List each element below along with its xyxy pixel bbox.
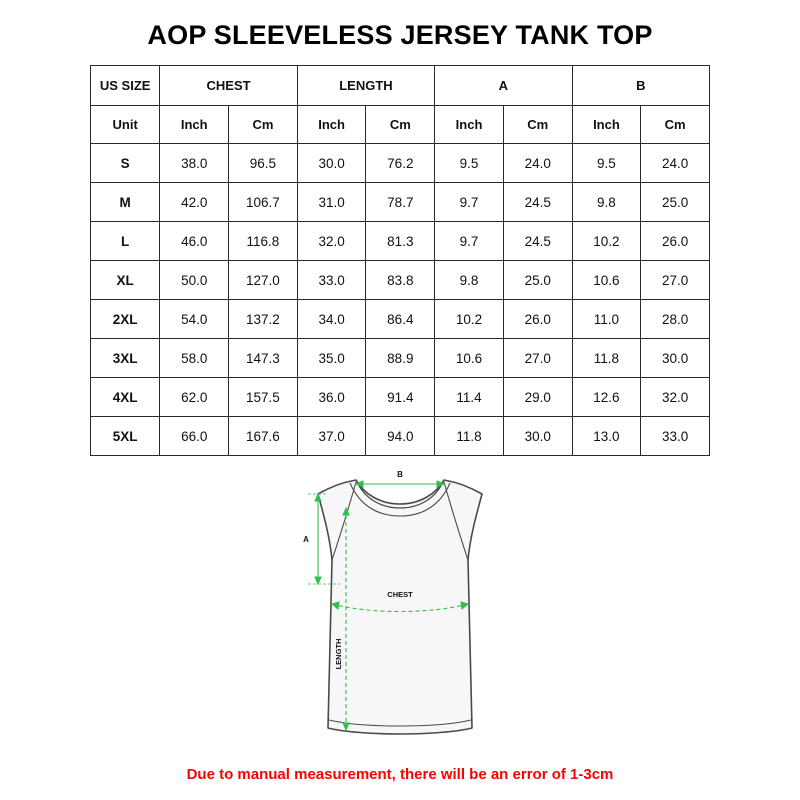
- cell-b-inch: 10.6: [572, 261, 641, 300]
- cell-length-inch: 30.0: [297, 144, 366, 183]
- label-b: B: [397, 470, 403, 479]
- cell-length-cm: 76.2: [366, 144, 435, 183]
- cell-chest-cm: 127.0: [229, 261, 298, 300]
- cell-size: L: [91, 222, 160, 261]
- cell-b-inch: 12.6: [572, 378, 641, 417]
- cell-length-inch: 36.0: [297, 378, 366, 417]
- cell-size: XL: [91, 261, 160, 300]
- cell-a-inch: 10.2: [435, 300, 504, 339]
- header-length-cm: Cm: [366, 106, 435, 144]
- cell-chest-inch: 54.0: [160, 300, 229, 339]
- size-table-container: [90, 65, 710, 456]
- cell-b-inch: 10.2: [572, 222, 641, 261]
- tank-top-illustration: [240, 464, 560, 764]
- cell-b-inch: 9.5: [572, 144, 641, 183]
- cell-chest-cm: 106.7: [229, 183, 298, 222]
- cell-length-inch: 32.0: [297, 222, 366, 261]
- table-row: [91, 417, 710, 456]
- measurement-disclaimer: Due to manual measurement, there will be an error of 1-3cm: [186, 766, 614, 783]
- label-length: LENGTH: [334, 638, 343, 670]
- cell-a-cm: 30.0: [503, 417, 572, 456]
- garment-diagram: [0, 464, 800, 764]
- cell-chest-inch: 58.0: [160, 339, 229, 378]
- cell-size: 4XL: [91, 378, 160, 417]
- cell-chest-inch: 66.0: [160, 417, 229, 456]
- table-row: [91, 261, 710, 300]
- label-chest: CHEST: [387, 590, 413, 599]
- cell-b-inch: 11.8: [572, 339, 641, 378]
- cell-b-cm: 32.0: [641, 378, 710, 417]
- cell-a-inch: 9.7: [435, 183, 504, 222]
- cell-size: 2XL: [91, 300, 160, 339]
- cell-a-inch: 11.8: [435, 417, 504, 456]
- cell-a-inch: 11.4: [435, 378, 504, 417]
- cell-length-cm: 86.4: [366, 300, 435, 339]
- cell-length-cm: 88.9: [366, 339, 435, 378]
- label-a: A: [303, 535, 309, 544]
- header-us-size: US SIZE: [91, 66, 160, 106]
- cell-chest-inch: 38.0: [160, 144, 229, 183]
- cell-chest-inch: 62.0: [160, 378, 229, 417]
- cell-length-cm: 94.0: [366, 417, 435, 456]
- cell-b-cm: 24.0: [641, 144, 710, 183]
- table-group-header-row: [91, 66, 710, 106]
- cell-size: 3XL: [91, 339, 160, 378]
- cell-a-cm: 29.0: [503, 378, 572, 417]
- cell-b-cm: 26.0: [641, 222, 710, 261]
- cell-b-cm: 28.0: [641, 300, 710, 339]
- cell-chest-inch: 50.0: [160, 261, 229, 300]
- cell-b-inch: 11.0: [572, 300, 641, 339]
- cell-b-cm: 30.0: [641, 339, 710, 378]
- table-row: [91, 183, 710, 222]
- table-unit-header-row: [91, 106, 710, 144]
- cell-a-cm: 24.5: [503, 183, 572, 222]
- cell-a-inch: 10.6: [435, 339, 504, 378]
- header-b: B: [572, 66, 709, 106]
- cell-b-inch: 13.0: [572, 417, 641, 456]
- cell-length-cm: 78.7: [366, 183, 435, 222]
- cell-length-cm: 91.4: [366, 378, 435, 417]
- cell-length-inch: 33.0: [297, 261, 366, 300]
- header-b-inch: Inch: [572, 106, 641, 144]
- header-a-cm: Cm: [503, 106, 572, 144]
- cell-a-inch: 9.8: [435, 261, 504, 300]
- cell-a-cm: 25.0: [503, 261, 572, 300]
- header-unit: Unit: [91, 106, 160, 144]
- header-chest-cm: Cm: [229, 106, 298, 144]
- cell-a-inch: 9.7: [435, 222, 504, 261]
- cell-size: M: [91, 183, 160, 222]
- cell-chest-inch: 42.0: [160, 183, 229, 222]
- cell-length-cm: 83.8: [366, 261, 435, 300]
- cell-a-cm: 24.5: [503, 222, 572, 261]
- cell-a-cm: 26.0: [503, 300, 572, 339]
- table-row: [91, 144, 710, 183]
- cell-b-inch: 9.8: [572, 183, 641, 222]
- cell-chest-cm: 157.5: [229, 378, 298, 417]
- page-title: AOP SLEEVELESS JERSEY TANK TOP: [147, 20, 653, 50]
- header-length-inch: Inch: [297, 106, 366, 144]
- cell-a-inch: 9.5: [435, 144, 504, 183]
- cell-length-cm: 81.3: [366, 222, 435, 261]
- garment-shape: [318, 480, 482, 734]
- cell-chest-cm: 167.6: [229, 417, 298, 456]
- header-chest: CHEST: [160, 66, 297, 106]
- header-chest-inch: Inch: [160, 106, 229, 144]
- cell-length-inch: 37.0: [297, 417, 366, 456]
- table-row: [91, 378, 710, 417]
- size-table: [90, 65, 710, 456]
- cell-b-cm: 33.0: [641, 417, 710, 456]
- header-length: LENGTH: [297, 66, 434, 106]
- header-b-cm: Cm: [641, 106, 710, 144]
- cell-a-cm: 27.0: [503, 339, 572, 378]
- table-row: [91, 300, 710, 339]
- header-a: A: [435, 66, 572, 106]
- cell-b-cm: 25.0: [641, 183, 710, 222]
- cell-length-inch: 31.0: [297, 183, 366, 222]
- cell-size: 5XL: [91, 417, 160, 456]
- cell-length-inch: 34.0: [297, 300, 366, 339]
- cell-b-cm: 27.0: [641, 261, 710, 300]
- cell-size: S: [91, 144, 160, 183]
- cell-chest-inch: 46.0: [160, 222, 229, 261]
- table-row: [91, 222, 710, 261]
- table-row: [91, 339, 710, 378]
- cell-chest-cm: 147.3: [229, 339, 298, 378]
- cell-length-inch: 35.0: [297, 339, 366, 378]
- header-a-inch: Inch: [435, 106, 504, 144]
- cell-chest-cm: 137.2: [229, 300, 298, 339]
- measure-b: [356, 481, 444, 487]
- cell-chest-cm: 116.8: [229, 222, 298, 261]
- cell-a-cm: 24.0: [503, 144, 572, 183]
- cell-chest-cm: 96.5: [229, 144, 298, 183]
